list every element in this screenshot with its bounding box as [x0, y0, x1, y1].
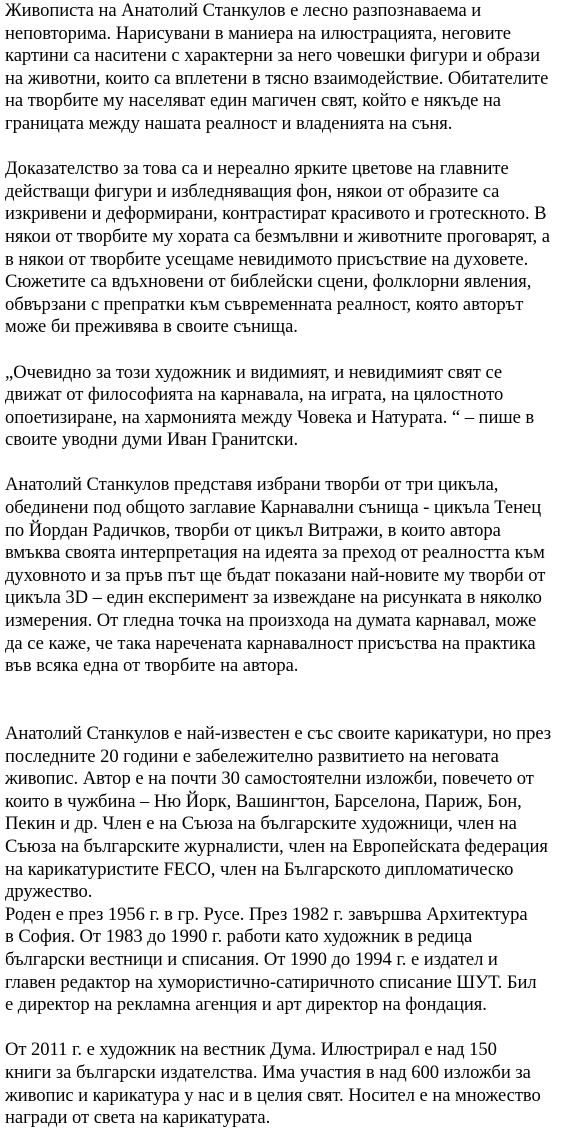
document-body — [5, 0, 577, 1130]
paragraph-spacer — [5, 136, 577, 159]
paragraph-spacer — [5, 339, 577, 362]
paragraph-biography: Анатолий Станкулов е най-известен е със своите карикатури, но през последните 20 години е забележително развитието на неговата живопис. Автор е на почти 30 самостоятелни изложби, повечето от които в чужбина – Ню Йорк, Вашингтон, Барселона, Париж, Бон, Пекин и др. Член е на Съюза на българските художници, член на Съюза на българските журналисти, член на Европейската федерация на карикатуристите FECO, член на Българското дипломатическо дружество. Роден е през 1956 г. в гр. Русе. През 1982 г. завършва Архитектура в София. От 1983 до 1990 г. работи като художник в редица български вестници и списания. От 1990 до 1994 г. е издател и главен редактор на хумористично-сатиричното списание ШУТ. Бил е директор на рекламна агенция и арт директор на фондация. — [5, 723, 552, 1016]
paragraph-spacer — [5, 452, 577, 475]
paragraph-spacer — [5, 1017, 577, 1040]
paragraph-colors-and-figures: Доказателство за това са и нереално ярките цветове на главните действащи фигури и избледняващия фон, някои от образите са изкривени и деформирани, контрастират красивото и гротескното. В някои от творбите му хората са безмълвни и животните проговарят, а в някои от творбите усещаме невидимото присъствие на духовете. Сюжетите са вдъхновени от библейски сцени, фолклорни явления, обвързани с препратки към съвременната реалност, която авторът може би преживява в своите сънища. — [5, 158, 550, 338]
paragraph-three-cycles: Анатолий Станкулов представя избрани творби от три цикъла, обединени под общото заглавие Карнавални сънища - цикъла Тенец по Йордан Радичков, творби от цикъл Витражи, в които автора вмъква своята интерпретация на идеята за преход от реалността към духовното и за пръв път ще бъдат показани най-новите му творби от цикъла 3D – един експеримент за извеждане на рисунката в няколко измерения. От гледна точка на произхода на думата карнавал, може да се каже, че така наречената карнавалност присъства на практика във всяка една от творбите на автора. — [5, 474, 546, 677]
paragraph-painting-intro: Живописта на Анатолий Станкулов е лесно разпознаваема и неповторима. Нарисувани в маниера на илюстрацията, неговите картини са наситени с характерни за него човешки фигури и образи на животни, които са вплетени в тясно взаимодействие. Обитателите на творбите му населяват един магичен свят, който е някъде на границата между нашата реалност и владенията на съня. — [5, 0, 549, 134]
paragraph-spacer — [5, 678, 577, 723]
paragraph-quote-granitski: „Очевидно за този художник и видимият, и невидимият свят се движат от философията на карнавала, на играта, на цялостното опоетизиране, на хармонията между Човека и Натурата. “ – пише в своите уводни думи Иван Гранитски. — [5, 361, 535, 451]
paragraph-current-work: От 2011 г. е художник на вестник Дума. Илюстрирал е над 150 книги за български издателства. Има участия в над 600 изложби за живопис и карикатура у нас и в целия свят. Носител е на множество награди от света на карикатурата. — [5, 1039, 541, 1129]
